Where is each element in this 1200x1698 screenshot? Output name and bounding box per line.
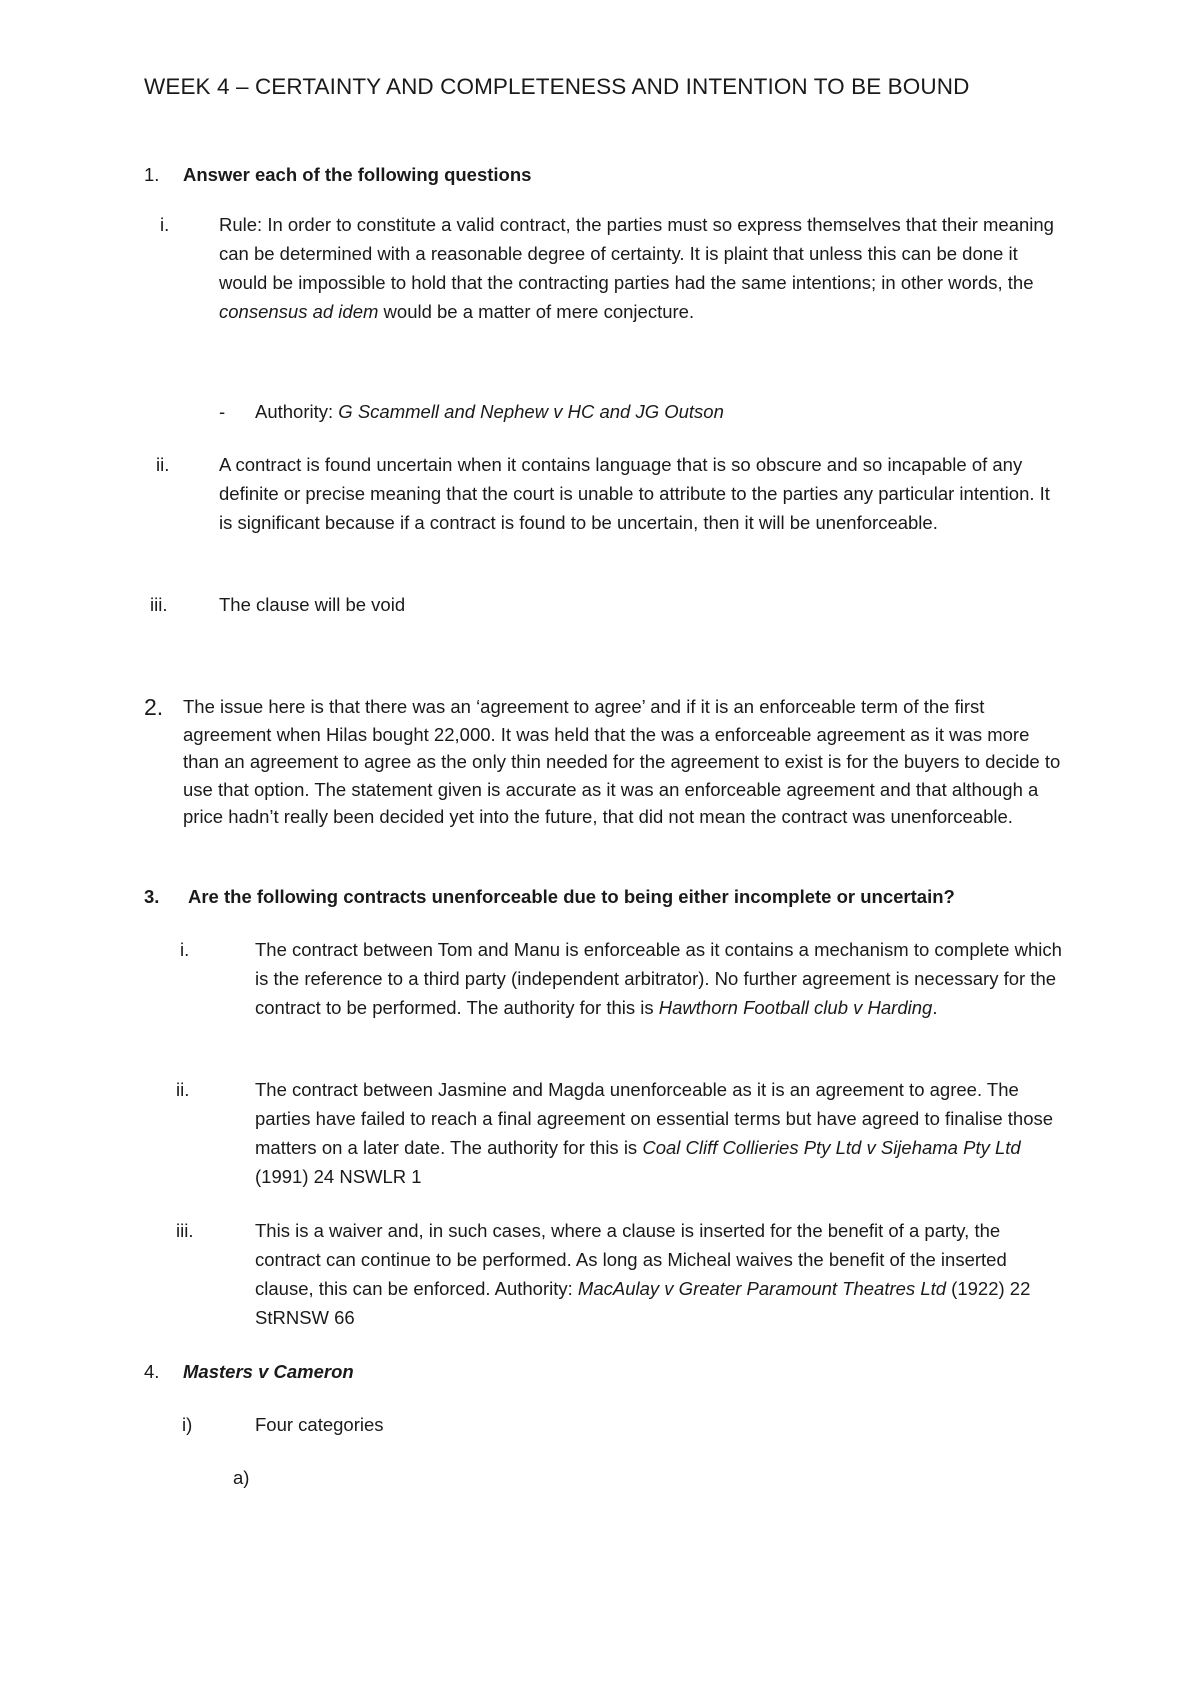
q3-iii-text: This is a waiver and, in such cases, where a clause is inserted for the benefit of a party, the contract can continue to be performed. As long as Micheal waives the benefit of the inserted clause, this can be enforced. Authority: xyxy=(255,1220,1007,1299)
q4-i-label: i) xyxy=(182,1414,193,1435)
q3-ii-case: Coal Cliff Collieries Pty Ltd v Sijehama Pty Ltd xyxy=(642,1137,1021,1158)
q3-ii-label: ii. xyxy=(176,1079,190,1100)
q3-iii-case: MacAulay v Greater Paramount Theatres Ltd xyxy=(577,1278,947,1299)
q3-i-label: i. xyxy=(180,939,190,960)
q1-i-paragraph xyxy=(219,210,1064,326)
q1-i-text-a: Rule: In order to constitute a valid contract, the parties must so express themselves that their meaning can be determined with a reasonable degree of certainty. It is plaint that unless this can be done it would be impossible to hold that the contracting parties had the same intentions; in other words, the xyxy=(219,214,1054,293)
q3-i-paragraph xyxy=(255,935,1065,1022)
q1-heading: Answer each of the following questions xyxy=(183,164,532,185)
q4-heading: Masters v Cameron xyxy=(183,1361,354,1382)
q2-paragraph: The issue here is that there was an ‘agreement to agree’ and if it is an enforceable term of the first agreement when Hilas bought 22,000. It was held that the was a enforceable agreement as it was more than an agreement to agree as the only thin needed for the agreement to exist is for the buyers to decide to use that option. The statement given is accurate as it was an enforceable agreement and that although a price hadn’t really been decided yet into the future, that did not mean the contract was unenforceable. xyxy=(183,696,1061,828)
q1-number: 1. xyxy=(144,164,160,185)
q3-i-case: Hawthorn Football club v Harding xyxy=(658,997,933,1018)
q3-ii-citation: (1991) 24 NSWLR 1 xyxy=(255,1166,422,1187)
q1-iii-label: iii. xyxy=(150,594,168,615)
q3-iii-paragraph xyxy=(255,1216,1065,1332)
q3-number: 3. xyxy=(144,886,160,907)
q1-i-dash: - xyxy=(219,401,226,422)
q1-i-text-b: would be a matter of mere conjecture. xyxy=(378,301,695,322)
q2-number: 2. xyxy=(144,694,164,720)
q4-a-label: a) xyxy=(233,1467,250,1488)
q3-i-text: The contract between Tom and Manu is enforceable as it contains a mechanism to complete which is the reference to a third party (independent arbitrator). No further agreement is necessary for the contract to be performed. The authority for this is xyxy=(255,939,1062,1018)
q4-number: 4. xyxy=(144,1361,160,1382)
q1-ii-label: ii. xyxy=(156,454,170,475)
page-title: WEEK 4 – CERTAINTY AND COMPLETENESS AND INTENTION TO BE BOUND xyxy=(144,74,970,99)
q3-i-end: . xyxy=(932,997,938,1018)
q1-ii-paragraph: A contract is found uncertain when it contains language that is so obscure and so incapable of any definite or precise meaning that the court is unable to attribute to the parties any particular intention. It is significant because if a contract is found to be uncertain, then it will be unenforceable. xyxy=(219,454,1050,533)
q3-iii-citation: (1922) 22 StRNSW 66 xyxy=(255,1278,1031,1328)
q1-iii-paragraph: The clause will be void xyxy=(219,594,406,615)
q1-i-authority-case: G Scammell and Nephew v HC and JG Outson xyxy=(338,401,724,422)
q3-heading: Are the following contracts unenforceable due to being either incomplete or uncertain? xyxy=(188,886,955,907)
q3-ii-paragraph xyxy=(255,1075,1065,1191)
q4-i-paragraph: Four categories xyxy=(255,1414,384,1435)
q3-iii-label: iii. xyxy=(176,1220,194,1241)
q1-i-authority-label: Authority: xyxy=(255,401,339,422)
q1-i-authority xyxy=(255,397,724,426)
q3-ii-text: The contract between Jasmine and Magda unenforceable as it is an agreement to agree. The parties have failed to reach a final agreement on essential terms but have agreed to finalise those matters on a later date. The authority for this is xyxy=(255,1079,1054,1158)
q1-i-label: i. xyxy=(160,214,170,235)
q1-i-latin: consensus ad idem xyxy=(219,301,379,322)
